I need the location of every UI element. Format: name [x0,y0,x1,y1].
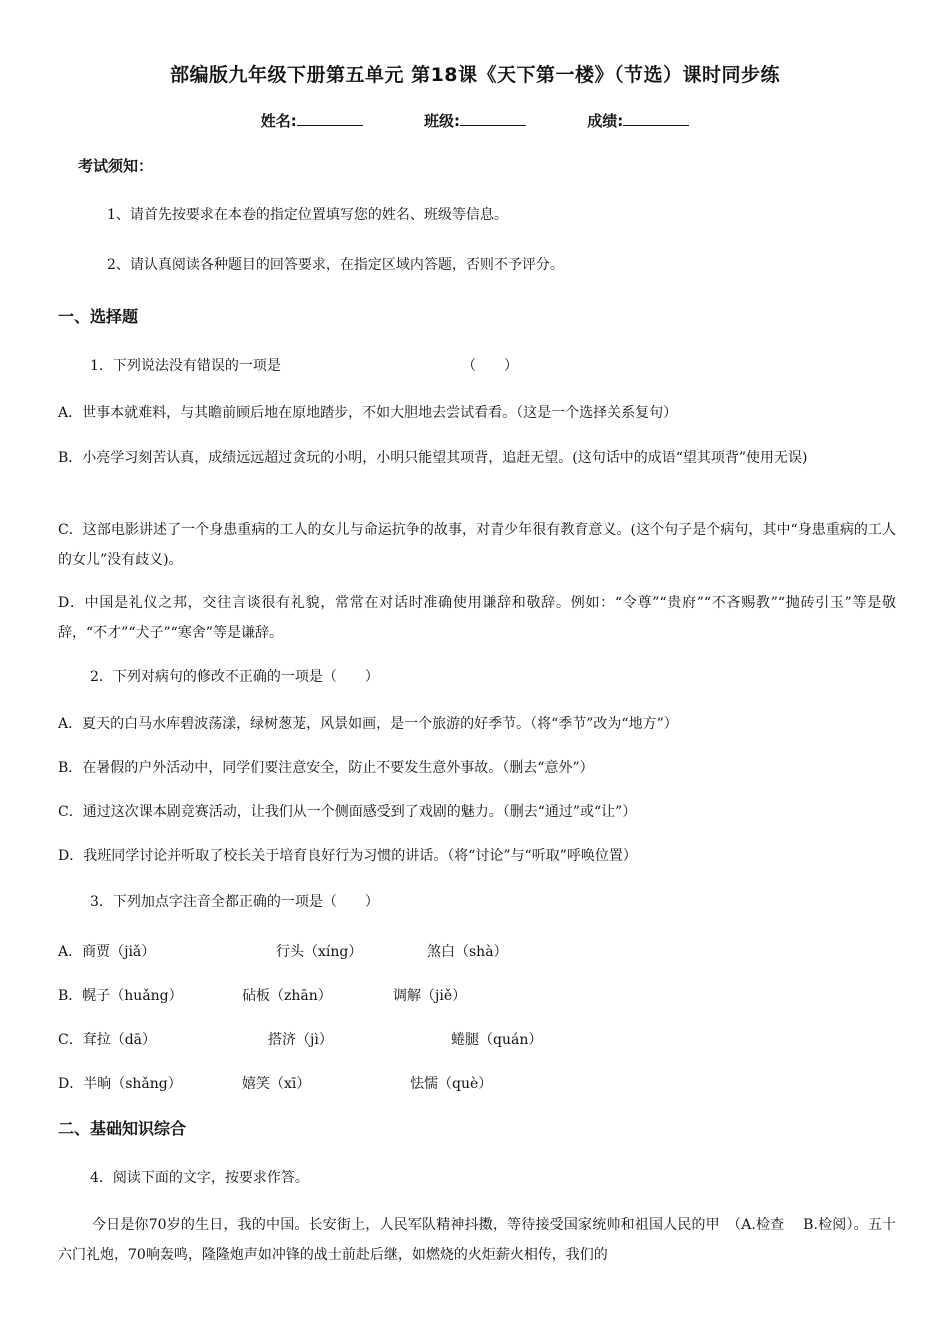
question-1-option-d: D．中国是礼仪之邦，交往言谈很有礼貌，常常在对话时准确使用谦辞和敬辞。例如：“令尊”“贵府”“不吝赐教”“抛砖引玉”等是敬辞，“不才”“犬子”“寒舍”等是谦辞。 [58,595,896,641]
class-field[interactable] [424,110,526,131]
question-3-option-c-2: 搭济（jì） [268,1032,333,1048]
notice-item-2: 2、请认真阅读各种题目的回答要求，在指定区域内答题，否则不予评分。 [107,257,564,273]
name-blank[interactable] [297,111,363,126]
question-3-option-b-1: B．幌子（huǎng） [58,988,183,1004]
question-1-answer-paren[interactable]: （ ） [462,358,518,374]
question-1-option-a: A．世事本就难料，与其瞻前顾后地在原地踏步，不如大胆地去尝试看看。（这是一个选择关系复句） [58,405,678,421]
notice-item-1: 1、请首先按要求在本卷的指定位置填写您的姓名、班级等信息。 [107,207,508,223]
score-field[interactable] [587,110,689,131]
section-heading-choice: 一、选择题 [58,307,139,326]
question-3-option-b-2: 砧板（zhān） [242,988,332,1004]
question-1-stem: 1．下列说法没有错误的一项是 [90,358,281,374]
score-blank[interactable] [623,111,689,126]
name-field[interactable] [261,110,363,131]
score-label: 成绩: [587,112,624,130]
question-3-option-b-3: 调解（jiě） [393,988,467,1004]
student-info-row [0,110,950,131]
question-2-option-c: C．通过这次课本剧竞赛活动，让我们从一个侧面感受到了戏剧的魅力。（删去“通过”或“让”） [58,804,637,820]
question-3-option-d-3: 怯懦（què） [410,1076,493,1092]
question-2-option-a: A．夏天的白马水库碧波荡漾，绿树葱茏，风景如画，是一个旅游的好季节。（将“季节”改为“地方”） [58,716,678,732]
question-3-option-c-3: 蜷腿（quán） [451,1032,543,1048]
question-1-option-c: C．这部电影讲述了一个身患重病的工人的女儿与命运抗争的故事，对青少年很有教育意义。(这个句子是个病句，其中“身患重病的工人的女儿”没有歧义)。 [58,522,896,568]
question-3-option-a-3: 煞白（shà） [427,944,508,960]
question-4-passage: 今日是你70岁的生日，我的中国。长安街上，人民军队精神抖擞，等待接受国家统帅和祖国人民的甲 （A.检查 B.检阅）。五十六门礼炮，70响轰鸣，隆隆炮声如冲锋的战士前赴后继，如燃烧的火炬薪火相传，我们的 [58,1217,896,1263]
name-label: 姓名: [260,112,297,130]
question-4-stem: 4．阅读下面的文字，按要求作答。 [90,1170,309,1186]
question-2-option-d: D．我班同学讨论并听取了校长关于培育良好行为习惯的讲话。（将“讨论”与“听取”呼唤位置） [58,848,637,864]
class-blank[interactable] [460,111,526,126]
notice-title: 考试须知： [78,157,154,175]
question-3-option-a-2: 行头（xíng） [276,944,363,960]
section-heading-basics: 二、基础知识综合 [58,1119,187,1138]
question-3-option-c-1: C．耷拉（dā） [58,1032,157,1048]
question-2-stem: 2．下列对病句的修改不正确的一项是（ ） [90,669,379,685]
page-title: 部编版九年级下册第五单元 第18课《天下第一楼》（节选）课时同步练 [169,64,781,86]
question-3-stem: 3．下列加点字注音全都正确的一项是（ ） [90,894,379,910]
class-label: 班级: [424,112,460,130]
question-1-option-b: B．小亮学习刻苦认真，成绩远远超过贪玩的小明，小明只能望其项背，追赶无望。(这句话中的成语“望其项背”使用无误) [58,450,808,466]
question-3-option-d-2: 嬉笑（xī） [242,1076,311,1092]
question-3-option-d-1: D．半晌（shǎng） [58,1076,182,1092]
question-2-option-b: B．在暑假的户外活动中，同学们要注意安全，防止不要发生意外事故。（删去“意外”） [58,760,594,776]
question-3-option-a-1: A．商贾（jiǎ） [58,944,156,960]
